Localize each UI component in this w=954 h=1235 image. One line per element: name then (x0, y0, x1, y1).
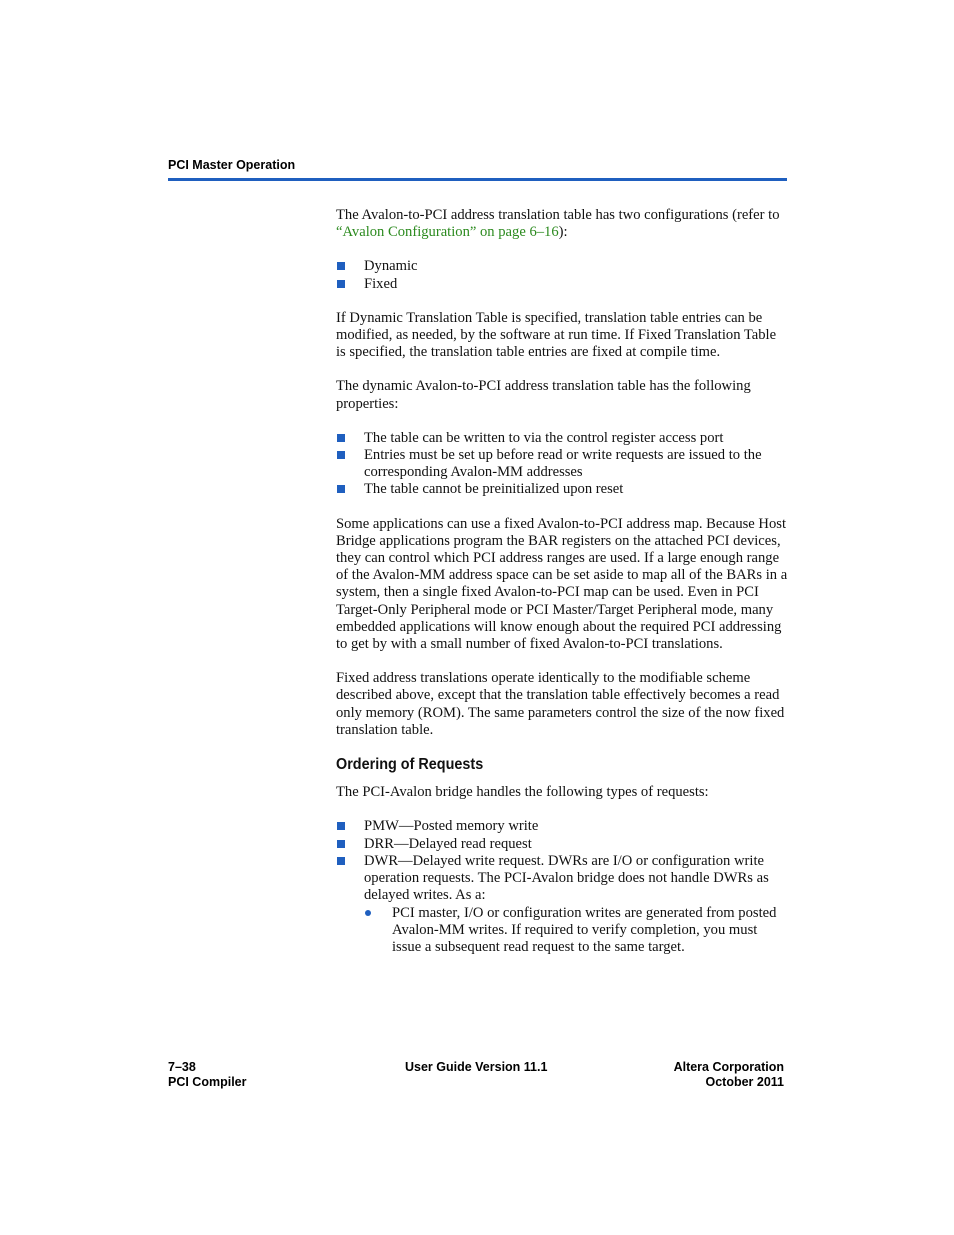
square-bullet-icon (337, 434, 345, 442)
intro-paragraph (336, 207, 788, 241)
footer-left (168, 1060, 247, 1090)
configuration-list (336, 258, 788, 292)
page-header-title: PCI Master Operation (168, 158, 296, 172)
round-bullet-icon (365, 910, 371, 916)
square-bullet-icon (337, 822, 345, 830)
square-bullet-icon (337, 280, 345, 288)
sub-list-item: PCI master, I/O or configuration writes are generated from posted Avalon-MM writes. If required to verify completion, you must issue a subsequent read request to the same target. (364, 905, 788, 957)
publish-date: October 2011 (705, 1075, 784, 1089)
properties-list (336, 430, 788, 499)
list-item: DRR—Delayed read request (336, 836, 788, 853)
request-types-paragraph: The PCI-Avalon bridge handles the following types of requests: (336, 784, 709, 801)
sub-list (364, 905, 788, 957)
footer-right (600, 1060, 784, 1090)
intro-text: The Avalon-to-PCI address translation table has two configurations (refer to (336, 207, 780, 223)
list-item: PMW—Posted memory write (336, 818, 788, 835)
square-bullet-icon (337, 451, 345, 459)
square-bullet-icon (337, 840, 345, 848)
section-heading: Ordering of Requests (336, 756, 484, 774)
list-item: Fixed (336, 276, 788, 293)
fixed-map-paragraph: Some applications can use a fixed Avalon-to-PCI address map. Because Host Bridge applications program the BAR registers on the attached PCI devices, they can control which PCI address ranges are used. If a large enough range of the Avalon-MM address space can be set aside to map all of the BARs in a system, then a single fixed Avalon-to-PCI map can be used. Even in PCI Target-Only Peripheral mode or PCI Master/Target Peripheral mode, many embedded applications will know enough about the required PCI addressing to get by with a small number of fixed Avalon-to-PCI translations. (336, 515, 788, 653)
square-bullet-icon (337, 485, 345, 493)
page-number: 7–38 (168, 1060, 196, 1074)
intro-text-end: ): (558, 224, 568, 241)
list-item: Dynamic (336, 258, 788, 275)
list-item: The table cannot be preinitialized upon reset (336, 481, 788, 498)
avalon-configuration-link[interactable]: “Avalon Configuration” on page 6–16 (336, 224, 559, 241)
square-bullet-icon (337, 857, 345, 865)
product-name: PCI Compiler (168, 1075, 247, 1089)
header-divider (168, 178, 787, 181)
request-types-list (336, 818, 788, 956)
list-item: DWR—Delayed write request. DWRs are I/O or configuration write operation requests. The PCI-Avalon bridge does not handle DWRs as delayed writes. As a: PCI master, I/O or configuration writes are generated from posted Avalon-MM writes. If required to verify completion, you must issue a subsequent read request to the same target. (336, 853, 788, 956)
square-bullet-icon (337, 262, 345, 270)
properties-intro-paragraph: The dynamic Avalon-to-PCI address translation table has the following properties: (336, 378, 751, 412)
list-item: Entries must be set up before read or write requests are issued to the corresponding Avalon-MM addresses (336, 447, 788, 481)
guide-version: User Guide Version 11.1 (405, 1060, 548, 1074)
list-item: The table can be written to via the control register access port (336, 430, 788, 447)
dynamic-fixed-paragraph: If Dynamic Translation Table is specified, translation table entries can be modified, as needed, by the software at run time. If Fixed Translation Table is specified, the translation table entries are fixed at compile time. (336, 309, 777, 361)
company-name: Altera Corporation (673, 1060, 784, 1074)
fixed-translation-paragraph: Fixed address translations operate identically to the modifiable scheme described above, except that the translation table effectively becomes a read only memory (ROM). The same parameters control the size of the now fixed translation table. (336, 670, 785, 738)
page-content (336, 207, 788, 973)
footer-center (405, 1060, 547, 1075)
